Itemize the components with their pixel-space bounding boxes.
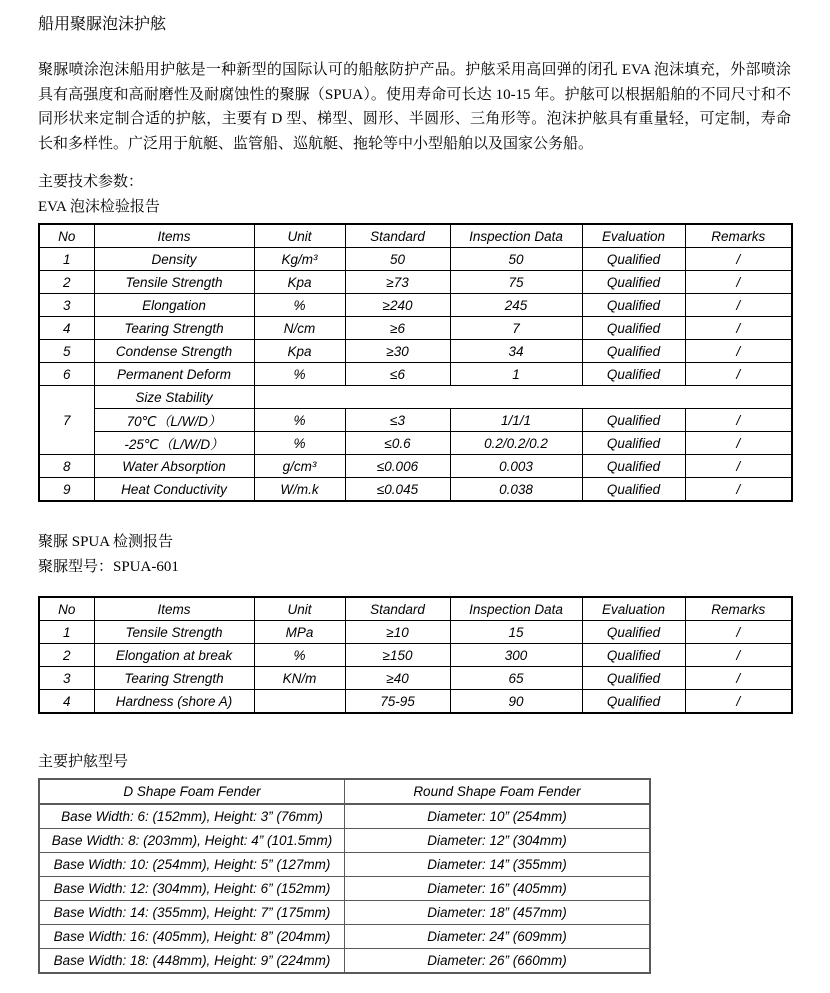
table-cell: Density xyxy=(94,248,254,271)
table-cell: / xyxy=(685,432,792,455)
table-cell: Kg/m³ xyxy=(254,248,345,271)
table-cell: Size Stability xyxy=(94,386,254,409)
fender-models-table xyxy=(38,778,651,974)
table-header-row xyxy=(39,224,792,248)
table-cell: / xyxy=(685,248,792,271)
table-cell: ≤3 xyxy=(345,409,450,432)
table-cell: Kpa xyxy=(254,271,345,294)
table-cell: / xyxy=(685,644,792,667)
table-cell: % xyxy=(254,409,345,432)
table-cell: Qualified xyxy=(582,317,685,340)
table-cell: Base Width: 18: (448mm), Height: 9” (224mm) xyxy=(39,949,345,974)
page-title: 船用聚脲泡沫护舷 xyxy=(38,16,167,33)
table-cell: ≥6 xyxy=(345,317,450,340)
table-cell: ≥30 xyxy=(345,340,450,363)
table-row xyxy=(39,621,792,644)
table-cell: Qualified xyxy=(582,690,685,714)
table-header-cell: Inspection Data xyxy=(450,597,582,621)
table-cell: Qualified xyxy=(582,644,685,667)
table-cell: ≤0.6 xyxy=(345,432,450,455)
table-cell: / xyxy=(685,409,792,432)
table-cell: ≤6 xyxy=(345,363,450,386)
table-cell: % xyxy=(254,363,345,386)
table-header-cell: Remarks xyxy=(685,597,792,621)
table-row xyxy=(39,949,650,974)
table-row xyxy=(39,455,792,478)
table-cell: 90 xyxy=(450,690,582,714)
table-cell: Diameter: 26” (660mm) xyxy=(345,949,651,974)
table-header-row xyxy=(39,597,792,621)
table-cell: Kpa xyxy=(254,340,345,363)
section-heading-spua-report: 聚脲 SPUA 检测报告 xyxy=(38,534,174,550)
table-cell: Qualified xyxy=(582,248,685,271)
table-header-cell: No xyxy=(39,597,94,621)
table-cell: W/m.k xyxy=(254,478,345,502)
table-header-cell: Evaluation xyxy=(582,597,685,621)
spua-model-line: 聚脲型号：SPUA-601 xyxy=(38,559,179,575)
table-cell: Diameter: 10” (254mm) xyxy=(345,804,651,829)
table-row xyxy=(39,317,792,340)
table-cell: 2 xyxy=(39,271,94,294)
table-cell: g/cm³ xyxy=(254,455,345,478)
table-row xyxy=(39,271,792,294)
table-cell: 9 xyxy=(39,478,94,502)
table-cell: Qualified xyxy=(582,478,685,502)
table-cell: Qualified xyxy=(582,667,685,690)
spua-inspection-table xyxy=(38,596,793,714)
table-cell: Qualified xyxy=(582,271,685,294)
table-cell: / xyxy=(685,340,792,363)
eva-inspection-table xyxy=(38,223,793,502)
table-cell: 6 xyxy=(39,363,94,386)
table-cell: 3 xyxy=(39,294,94,317)
table-row xyxy=(39,804,650,829)
table-header-cell: Standard xyxy=(345,224,450,248)
table-cell: ≤0.006 xyxy=(345,455,450,478)
table-cell: Heat Conductivity xyxy=(94,478,254,502)
table-cell: Tensile Strength xyxy=(94,271,254,294)
section-heading-tech-params: 主要技术参数： xyxy=(38,174,144,190)
table-header-cell: D Shape Foam Fender xyxy=(39,779,345,804)
table-cell: 1 xyxy=(39,621,94,644)
intro-paragraph: 聚脲喷涂泡沫船用护舷是一种新型的国际认可的船舷防护产品。护舷采用高回弹的闭孔 EVA 泡沫填充，外部喷涂具有高强度和高耐磨性及耐腐蚀性的聚脲（SPUA）。使用寿命可长达 10-15 年。护舷可以根据船舶的不同尺寸和不同形状来定制合适的护舷，主要有 D 型、梯型、圆形、半圆形、三角形等。泡沫护舷具有重量轻，可定制，寿命长和多样性。广泛用于航艇、监管船、巡航艇、拖轮等中小型船舶以及国家公务船。 xyxy=(38,62,791,152)
table-cell: 0.003 xyxy=(450,455,582,478)
table-cell: Base Width: 10: (254mm), Height: 5” (127mm) xyxy=(39,853,345,877)
table-cell: Base Width: 8: (203mm), Height: 4” (101.5mm) xyxy=(39,829,345,853)
table-cell: Diameter: 16” (405mm) xyxy=(345,877,651,901)
table-row xyxy=(39,409,792,432)
table-row xyxy=(39,690,792,714)
table-cell: / xyxy=(685,271,792,294)
table-cell: Qualified xyxy=(582,294,685,317)
table-cell: / xyxy=(685,478,792,502)
table-cell: 50 xyxy=(345,248,450,271)
table-cell: / xyxy=(685,667,792,690)
table-row xyxy=(39,644,792,667)
table-cell: 15 xyxy=(450,621,582,644)
table-cell: % xyxy=(254,644,345,667)
table-row xyxy=(39,925,650,949)
table-cell: / xyxy=(685,294,792,317)
table-cell: Base Width: 14: (355mm), Height: 7” (175mm) xyxy=(39,901,345,925)
table-cell: Tearing Strength xyxy=(94,317,254,340)
table-cell: 75-95 xyxy=(345,690,450,714)
table-header-cell: Standard xyxy=(345,597,450,621)
table-cell: 0.2/0.2/0.2 xyxy=(450,432,582,455)
table-cell: ≥40 xyxy=(345,667,450,690)
table-cell: Diameter: 18” (457mm) xyxy=(345,901,651,925)
table-header-cell: Inspection Data xyxy=(450,224,582,248)
table-cell: 3 xyxy=(39,667,94,690)
table-cell: 1/1/1 xyxy=(450,409,582,432)
table-cell: 2 xyxy=(39,644,94,667)
table-cell: Hardness (shore A) xyxy=(94,690,254,714)
table-cell: 75 xyxy=(450,271,582,294)
table-cell: Qualified xyxy=(582,340,685,363)
table-cell: Tensile Strength xyxy=(94,621,254,644)
table-cell: 70℃（L/W/D） xyxy=(94,409,254,432)
table-header-cell: No xyxy=(39,224,94,248)
table-cell: Base Width: 6: (152mm), Height: 3” (76mm) xyxy=(39,804,345,829)
table-header-cell: Items xyxy=(94,597,254,621)
table-cell: Diameter: 24” (609mm) xyxy=(345,925,651,949)
table-header-cell: Remarks xyxy=(685,224,792,248)
table-row xyxy=(39,294,792,317)
table-cell: ≥73 xyxy=(345,271,450,294)
table-cell: MPa xyxy=(254,621,345,644)
table-cell: / xyxy=(685,621,792,644)
table-cell: 5 xyxy=(39,340,94,363)
table-header-cell: Unit xyxy=(254,224,345,248)
table-cell: / xyxy=(685,690,792,714)
table-cell: ≤0.045 xyxy=(345,478,450,502)
table-cell: % xyxy=(254,432,345,455)
table-row xyxy=(39,877,650,901)
table-cell: Diameter: 12” (304mm) xyxy=(345,829,651,853)
table-cell: Qualified xyxy=(582,409,685,432)
table-header-cell: Items xyxy=(94,224,254,248)
table-cell xyxy=(254,386,792,409)
table-cell: Base Width: 12: (304mm), Height: 6” (152mm) xyxy=(39,877,345,901)
table-cell: ≥150 xyxy=(345,644,450,667)
table-row xyxy=(39,432,792,455)
table-cell: -25℃（L/W/D） xyxy=(94,432,254,455)
table-cell: Qualified xyxy=(582,363,685,386)
table-cell: ≥10 xyxy=(345,621,450,644)
table-cell: 34 xyxy=(450,340,582,363)
table-cell: KN/m xyxy=(254,667,345,690)
table-cell: 245 xyxy=(450,294,582,317)
table-row xyxy=(39,363,792,386)
table-cell: / xyxy=(685,455,792,478)
table-cell: Elongation at break xyxy=(94,644,254,667)
table-cell: Permanent Deform xyxy=(94,363,254,386)
table-cell: / xyxy=(685,363,792,386)
table-cell: 1 xyxy=(39,248,94,271)
table-row xyxy=(39,829,650,853)
section-heading-fender-models: 主要护舷型号 xyxy=(38,754,129,770)
table-cell: 7 xyxy=(39,386,94,455)
table-cell: Qualified xyxy=(582,621,685,644)
table-cell: % xyxy=(254,294,345,317)
table-cell: 65 xyxy=(450,667,582,690)
table-cell: 50 xyxy=(450,248,582,271)
table-header-row xyxy=(39,779,650,804)
table-cell: 300 xyxy=(450,644,582,667)
table-cell: Tearing Strength xyxy=(94,667,254,690)
table-cell: Condense Strength xyxy=(94,340,254,363)
table-cell: / xyxy=(685,317,792,340)
section-heading-eva-report: EVA 泡沫检验报告 xyxy=(38,199,160,215)
table-row xyxy=(39,853,650,877)
table-row xyxy=(39,667,792,690)
table-cell: 4 xyxy=(39,690,94,714)
table-cell: Qualified xyxy=(582,432,685,455)
table-row xyxy=(39,901,650,925)
table-cell: ≥240 xyxy=(345,294,450,317)
table-cell: 1 xyxy=(450,363,582,386)
table-cell: Elongation xyxy=(94,294,254,317)
table-row xyxy=(39,478,792,502)
table-header-cell: Unit xyxy=(254,597,345,621)
table-row xyxy=(39,248,792,271)
table-cell: 7 xyxy=(450,317,582,340)
table-cell: 8 xyxy=(39,455,94,478)
table-header-cell: Round Shape Foam Fender xyxy=(345,779,651,804)
table-cell xyxy=(254,690,345,714)
table-row xyxy=(39,386,792,409)
table-cell: 0.038 xyxy=(450,478,582,502)
table-row xyxy=(39,340,792,363)
table-cell: Water Absorption xyxy=(94,455,254,478)
table-cell: Diameter: 14” (355mm) xyxy=(345,853,651,877)
table-cell: Qualified xyxy=(582,455,685,478)
table-header-cell: Evaluation xyxy=(582,224,685,248)
table-cell: N/cm xyxy=(254,317,345,340)
table-cell: Base Width: 16: (405mm), Height: 8” (204mm) xyxy=(39,925,345,949)
table-cell: 4 xyxy=(39,317,94,340)
